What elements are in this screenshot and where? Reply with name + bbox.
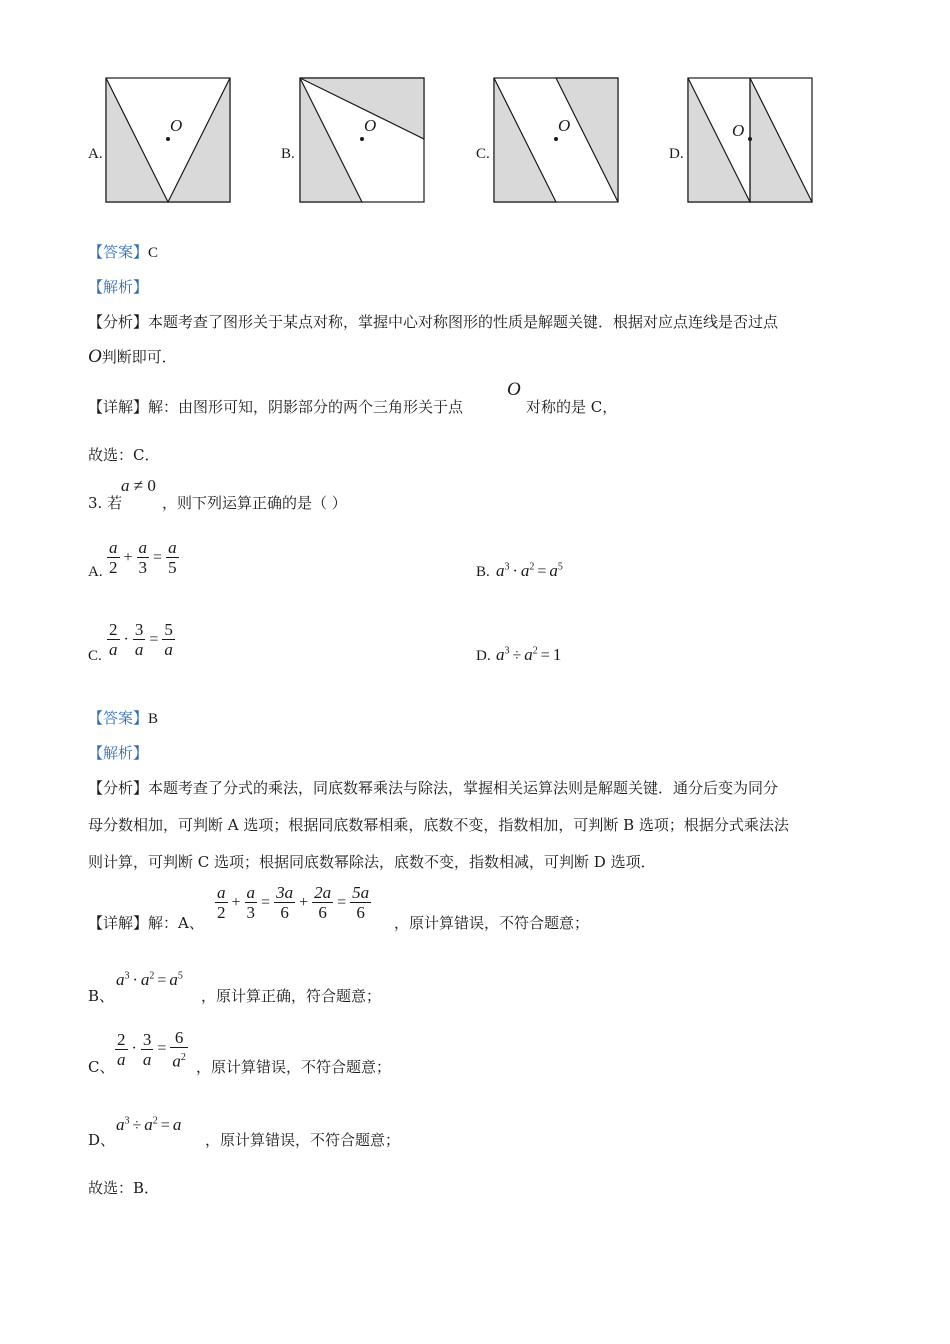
q3-detail-c-prefix: C、 xyxy=(88,1058,115,1076)
q2-answer-value: C xyxy=(148,245,159,261)
q3-detail-b-expr xyxy=(116,970,183,990)
center-point-o-icon xyxy=(360,137,364,141)
q3-answer-value: B xyxy=(148,711,159,727)
q3-option-c-label[interactable]: C. xyxy=(88,648,102,664)
exp: 3 xyxy=(504,645,510,657)
frac-num: 5 xyxy=(164,620,173,639)
frac-den: 5 xyxy=(168,558,177,577)
q2-fenxi-point: O xyxy=(88,346,102,367)
q3-option-a-label[interactable]: A. xyxy=(88,564,103,580)
q3-detail-a-note: ，原计算错误，不符合题意； xyxy=(394,914,590,932)
exp: 2 xyxy=(149,970,155,982)
q3-conclusion: 故选：B． xyxy=(88,1179,160,1197)
op: = xyxy=(540,647,550,665)
exp: 5 xyxy=(177,970,183,982)
frac-den: 3 xyxy=(246,903,256,922)
op: = xyxy=(157,972,167,990)
q3-detail-a-expr xyxy=(214,883,372,922)
op: = xyxy=(157,1040,167,1058)
q3-fenxi-line1 xyxy=(88,777,778,798)
exp: 2 xyxy=(152,1115,158,1127)
frac-num: 2a xyxy=(314,883,332,902)
q3-fenxi-line3: 则计算，可判断 C 选项；根据同底数幂除法，底数不变，指数相减，可判断 D 选项． xyxy=(88,853,656,871)
q3-stem-b: ，则下列运算正确的是（ ） xyxy=(162,494,347,512)
q2-detail-text-a: 解：由图形可知，阴影部分的两个三角形关于点 xyxy=(148,398,464,416)
figure-b xyxy=(298,76,426,204)
op: = xyxy=(537,563,547,581)
op: + xyxy=(123,548,133,566)
op: = xyxy=(337,893,347,911)
figure-a-label: A. xyxy=(88,146,103,162)
q3-detail-d-prefix: D、 xyxy=(88,1131,116,1149)
op: ÷ xyxy=(512,647,522,665)
q2-answer-tag: 【答案】 xyxy=(88,243,149,261)
frac-den: a xyxy=(134,640,144,659)
q3-condition xyxy=(121,476,156,496)
q3-detail-b-prefix: B、 xyxy=(88,987,115,1005)
exp: 3 xyxy=(124,970,130,982)
frac-num: 5a xyxy=(352,883,370,902)
q3-option-b-expr[interactable] xyxy=(496,561,563,581)
base: a xyxy=(172,1051,181,1071)
q3-fenxi-text1: 本题考查了分式的乘法，同底数幂乘法与除法，掌握相关运算法则是解题关键．通分后变为同分 xyxy=(148,779,779,797)
op: ÷ xyxy=(132,1117,142,1135)
base: a xyxy=(144,1115,153,1134)
q2-detail-line xyxy=(88,396,463,417)
q2-answer xyxy=(88,241,158,262)
rhs: 1 xyxy=(552,645,562,664)
exp: 3 xyxy=(504,561,510,573)
base: a xyxy=(116,1115,125,1134)
q3-detail-tag: 【详解】 xyxy=(88,914,149,932)
frac-num: a xyxy=(109,538,118,557)
q2-fenxi-tag: 【分析】 xyxy=(88,313,149,331)
frac-num: 2 xyxy=(117,1029,126,1049)
base: a xyxy=(116,970,125,989)
frac-num: 2 xyxy=(109,620,118,639)
q3-option-c-expr[interactable] xyxy=(106,620,176,659)
base: a xyxy=(169,970,178,989)
q3-cond-val: 0 xyxy=(147,476,156,495)
exp: 5 xyxy=(557,561,563,573)
q3-stem-a: 3. 若 xyxy=(88,494,123,512)
q3-cond-rel: ≠ xyxy=(133,476,144,495)
q3-analysis-tag: 【解析】 xyxy=(88,744,149,762)
q3-option-d-expr[interactable] xyxy=(496,645,561,665)
figure-c-label: C. xyxy=(476,146,490,162)
q2-fenxi-text2: 判断即可． xyxy=(101,348,177,366)
frac-den: 3 xyxy=(138,558,148,577)
op: + xyxy=(299,893,309,911)
frac-den: a xyxy=(142,1049,152,1069)
figure-b-label: B. xyxy=(281,146,295,162)
rhs: a xyxy=(172,1115,182,1134)
q2-detail-tag: 【详解】 xyxy=(88,398,149,416)
center-point-o-icon xyxy=(748,137,752,141)
q3-option-b-label[interactable]: B. xyxy=(476,564,490,580)
op: + xyxy=(231,893,241,911)
figure-c-point: O xyxy=(558,116,571,135)
q3-detail-d-expr xyxy=(116,1115,181,1135)
figure-d-point: O xyxy=(732,121,745,140)
frac-den: a xyxy=(109,640,118,659)
frac-den: 6 xyxy=(274,902,295,922)
frac-num: a xyxy=(246,883,256,902)
center-point-o-icon xyxy=(554,137,558,141)
q3-detail-c-expr xyxy=(114,1028,189,1071)
figure-a xyxy=(104,76,232,204)
op: · xyxy=(123,630,129,648)
base: a xyxy=(496,561,505,580)
q3-answer-tag: 【答案】 xyxy=(88,709,149,727)
q2-fenxi-text1: 本题考查了图形关于某点对称，掌握中心对称图形的性质是解题关键．根据对应点连线是否过点 xyxy=(148,313,779,331)
frac-num: a xyxy=(138,538,148,557)
frac-num: 6 xyxy=(174,1028,184,1047)
frac-den: 2 xyxy=(109,558,118,577)
q3-detail-a-label: 解：A、 xyxy=(148,914,204,932)
exp: 3 xyxy=(124,1115,130,1127)
q3-detail-b-note: ，原计算正确，符合题意； xyxy=(201,987,382,1005)
q3-detail-d-note: ，原计算错误，不符合题意； xyxy=(205,1131,401,1149)
op: = xyxy=(149,630,159,648)
q2-conclusion: 故选：C． xyxy=(88,446,160,464)
q3-option-a-expr[interactable] xyxy=(106,538,180,577)
q3-detail-c-note: ，原计算错误，不符合题意； xyxy=(196,1058,392,1076)
frac-num: 3 xyxy=(142,1029,152,1049)
q2-detail-text-b: 对称的是 C， xyxy=(526,398,618,416)
frac-num: a xyxy=(217,883,226,902)
q3-fenxi-tag: 【分析】 xyxy=(88,779,149,797)
base: a xyxy=(524,645,533,664)
op: = xyxy=(261,893,271,911)
figure-a-point: O xyxy=(170,116,183,135)
frac-num: 3 xyxy=(134,620,144,639)
figure-c xyxy=(492,76,620,204)
frac-den: 6 xyxy=(312,902,333,922)
q3-option-d-label[interactable]: D. xyxy=(476,648,491,664)
figure-d-label: D. xyxy=(669,146,684,162)
q3-detail-a-prefix xyxy=(88,912,204,933)
op: = xyxy=(153,548,163,566)
base: a xyxy=(549,561,558,580)
frac-den: a xyxy=(164,640,173,659)
q2-detail-point: O xyxy=(507,379,521,400)
frac-num: a xyxy=(168,538,177,557)
figure-d xyxy=(686,76,814,204)
op: · xyxy=(512,563,518,581)
q2-analysis-tag: 【解析】 xyxy=(88,278,149,296)
q2-fenxi-line2 xyxy=(88,346,177,368)
center-point-o-icon xyxy=(166,137,170,141)
base: a xyxy=(496,645,505,664)
q3-answer xyxy=(88,707,158,728)
frac-den: a xyxy=(117,1049,126,1069)
exp: 2 xyxy=(180,1052,186,1063)
op: · xyxy=(131,1040,137,1058)
frac-den: 2 xyxy=(217,903,226,922)
exp: 2 xyxy=(529,561,535,573)
exp: 2 xyxy=(532,645,538,657)
figure-b-point: O xyxy=(364,116,377,135)
frac-den: 6 xyxy=(350,902,371,922)
base: a xyxy=(520,561,530,580)
q3-fenxi-line2: 母分数相加，可判断 A 选项；根据同底数幂相乘，底数不变，指数相加，可判断 B 选项；根据分式乘法法 xyxy=(88,816,789,834)
q2-fenxi-line1 xyxy=(88,311,778,332)
q3-cond-var: a xyxy=(121,476,130,495)
frac-num: 3a xyxy=(276,883,294,902)
base: a xyxy=(140,970,150,989)
op: = xyxy=(160,1117,170,1135)
op: · xyxy=(132,972,138,990)
